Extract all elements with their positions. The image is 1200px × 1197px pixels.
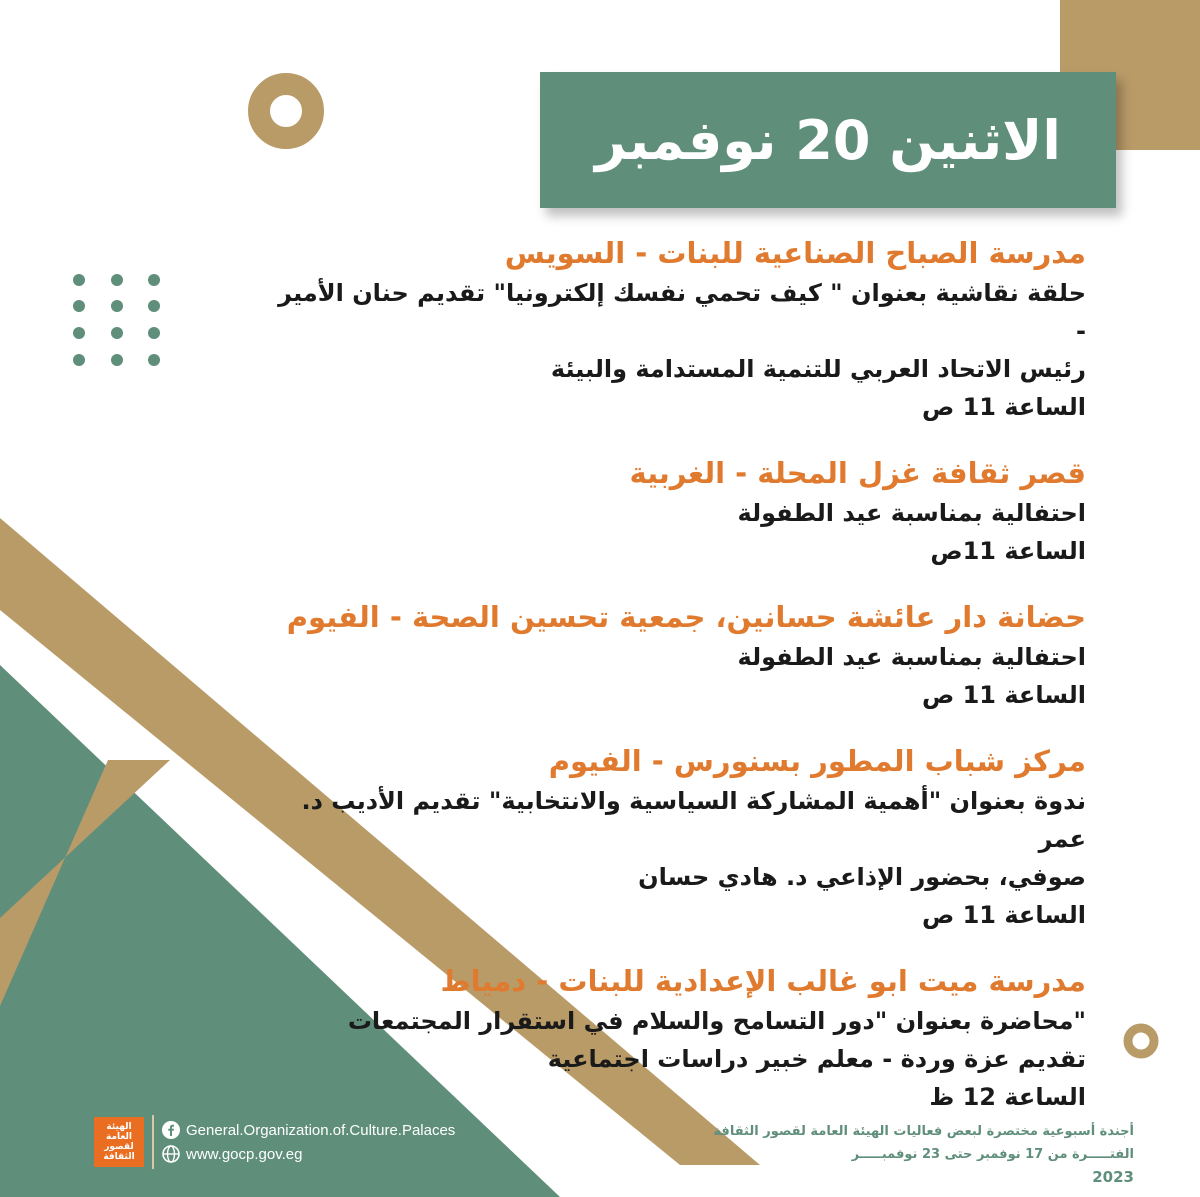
facebook-icon (162, 1121, 180, 1139)
event-item (266, 960, 1086, 1116)
ring-icon (259, 84, 313, 138)
event-description: "محاضرة بعنوان "دور التسامح والسلام في استقرار المجتمعات (347, 1007, 1086, 1035)
event-item (266, 232, 1086, 426)
day-title: الاثنين 20 نوفمبر (595, 108, 1061, 172)
footer-contact (94, 1114, 455, 1170)
agenda-year: 2023 (1092, 1168, 1134, 1186)
dot-grid-icon (73, 274, 160, 366)
event-description: ندوة بعنوان "أهمية المشاركة السياسية والانتخابية" تقديم الأديب د. عمر (301, 787, 1086, 853)
event-venue: مركز شباب المطور بسنورس - الفيوم (548, 744, 1086, 778)
events-list (266, 232, 1086, 1142)
event-description: صوفي، بحضور الإذاعي د. هادي حسان (638, 863, 1086, 891)
event-item (266, 740, 1086, 934)
footer-divider (152, 1115, 154, 1169)
social-links (162, 1121, 455, 1163)
event-description: احتفالية بمناسبة عيد الطفولة (737, 499, 1086, 527)
event-description: رئيس الاتحاد العربي للتنمية المستدامة والبيئة (550, 355, 1086, 383)
event-description: حلقة نقاشية بعنوان " كيف تحمي نفسك إلكترونيا" تقديم حنان الأمير - (278, 279, 1086, 345)
website-url: www.gocp.gov.eg (186, 1145, 303, 1163)
event-venue: حضانة دار عائشة حسانين، جمعية تحسين الصحة - الفيوم (286, 600, 1086, 634)
event-venue: مدرسة الصباح الصناعية للبنات - السويس (504, 236, 1086, 270)
organization-logo (94, 1117, 144, 1167)
event-item (266, 452, 1086, 570)
website-link[interactable] (162, 1145, 455, 1163)
globe-icon (162, 1145, 180, 1163)
event-time: الساعة 11 ص (921, 393, 1086, 421)
day-header (540, 72, 1116, 208)
event-time: الساعة 11 ص (921, 901, 1086, 929)
event-description: تقديم عزة وردة - معلم خبير دراسات اجتماعية (547, 1045, 1086, 1073)
event-venue: قصر ثقافة غزل المحلة - الغربية (629, 456, 1086, 490)
facebook-link[interactable] (162, 1121, 455, 1139)
facebook-handle: General.Organization.of.Culture.Palaces (186, 1121, 456, 1139)
agenda-line-2: الفتـــــرة من 17 نوفمبر حتى 23 نوفمبـــــر (851, 1147, 1134, 1162)
agenda-line-1: أجندة أسبوعية مختصرة لبعض فعاليات الهيئة العامة لقصور الثقافة (713, 1124, 1134, 1139)
event-time: الساعة 11ص (930, 537, 1086, 565)
small-ring-icon (1128, 1028, 1154, 1054)
event-time: الساعة 12 ظ (929, 1083, 1086, 1111)
event-item (266, 596, 1086, 714)
event-time: الساعة 11 ص (921, 681, 1086, 709)
event-venue: مدرسة ميت ابو غالب الإعدادية للبنات - دمياط (440, 964, 1086, 998)
agenda-info (704, 1120, 1134, 1189)
event-description: احتفالية بمناسبة عيد الطفولة (737, 643, 1086, 671)
logo-text: الهيئة العامة لقصور الثقافة (103, 1122, 135, 1162)
